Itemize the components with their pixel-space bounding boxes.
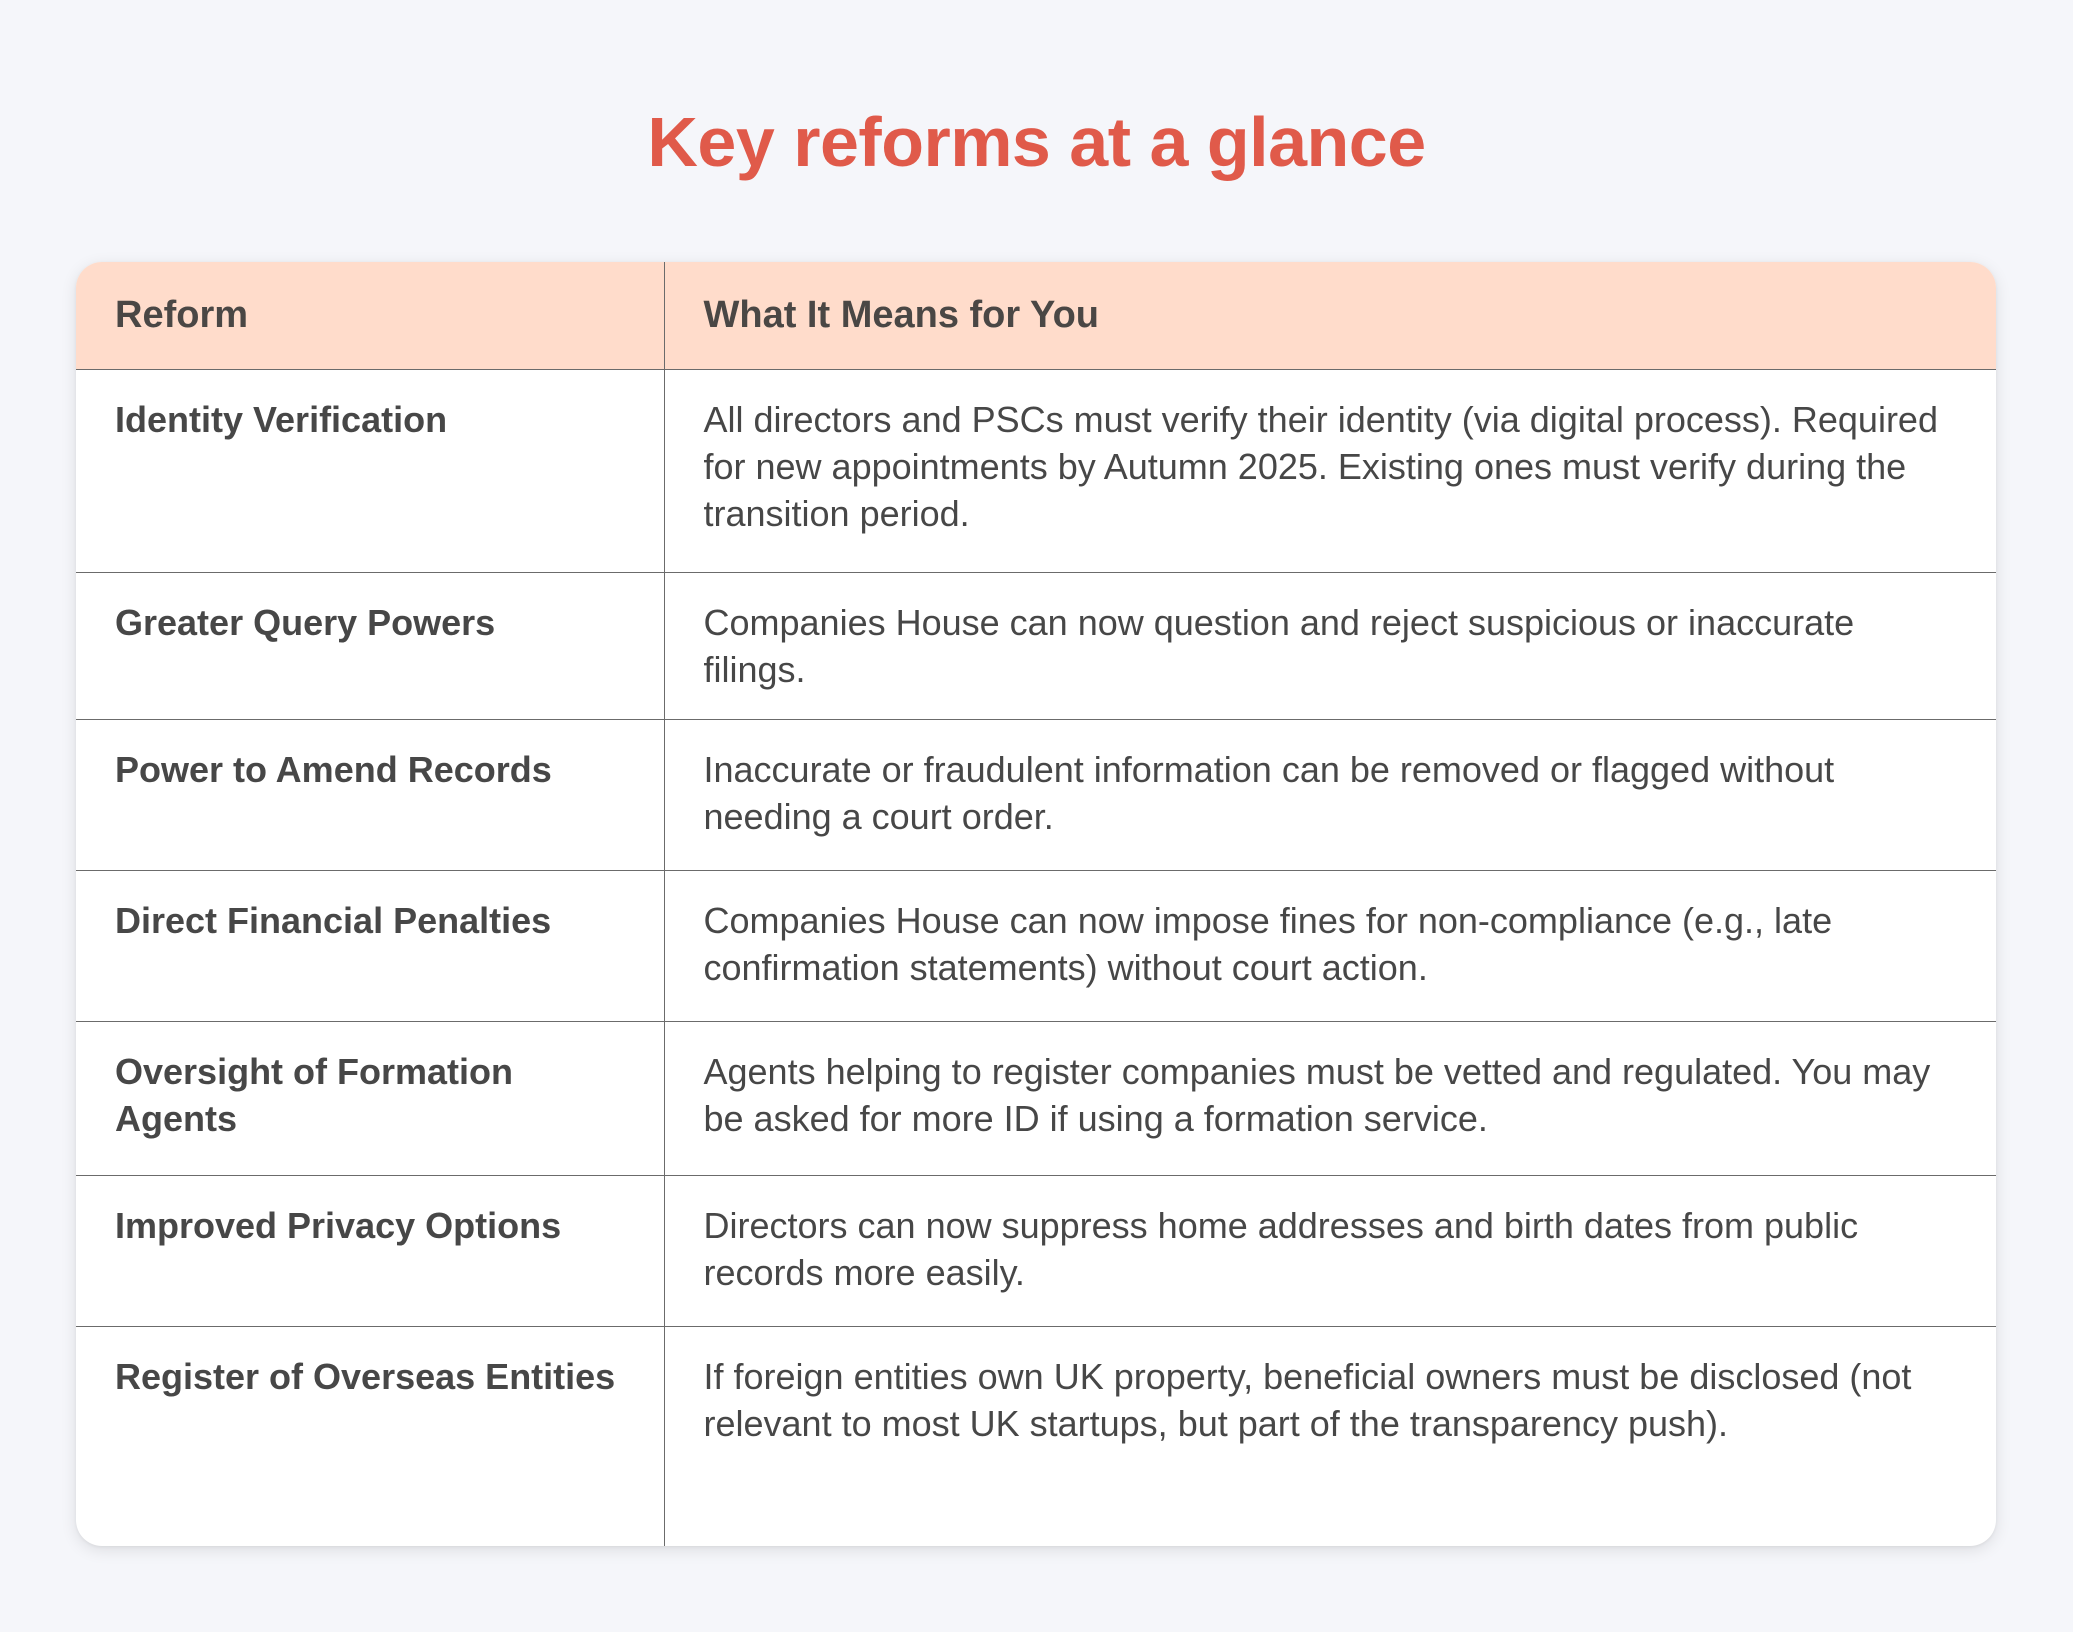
table-header-row — [76, 262, 1996, 369]
reform-name-cell: Power to Amend Records — [76, 719, 664, 870]
reform-name-cell: Oversight of Formation Agents — [76, 1021, 664, 1175]
table-row — [76, 719, 1996, 870]
reform-meaning-cell: All directors and PSCs must verify their identity (via digital process). Required for new appointments by Autumn 2025. Existing ones must verify during the transition period. — [664, 369, 1996, 572]
reform-meaning-cell: Directors can now suppress home addresses and birth dates from public records more easily. — [664, 1175, 1996, 1326]
reform-name-cell: Direct Financial Penalties — [76, 870, 664, 1021]
reform-meaning-cell: Agents helping to register companies must be vetted and regulated. You may be asked for more ID if using a formation service. — [664, 1021, 1996, 1175]
reform-name-cell: Register of Overseas Entities — [76, 1326, 664, 1546]
reform-name-cell: Improved Privacy Options — [76, 1175, 664, 1326]
reform-name-cell: Greater Query Powers — [76, 572, 664, 719]
reform-meaning-cell: If foreign entities own UK property, beneficial owners must be disclosed (not relevant to most UK startups, but part of the transparency push). — [703, 1355, 1912, 1444]
reform-name-cell: Identity Verification — [76, 369, 664, 572]
table-row — [76, 1175, 1996, 1326]
column-header-meaning: What It Means for You — [664, 262, 1996, 369]
page-title: Key reforms at a glance — [647, 103, 1426, 181]
table-row — [76, 369, 1996, 572]
table-row — [76, 870, 1996, 1021]
reform-meaning-cell: Companies House can now impose fines for non-compliance (e.g., late confirmation statements) without court action. — [664, 870, 1996, 1021]
reform-meaning-cell: Companies House can now question and reject suspicious or inaccurate filings. — [664, 572, 1996, 719]
reforms-table-card — [76, 262, 1996, 1546]
reforms-table — [76, 262, 1996, 1546]
table-row — [76, 1326, 1996, 1546]
reform-meaning-cell: Inaccurate or fraudulent information can be removed or flagged without needing a court order. — [664, 719, 1996, 870]
column-header-reform: Reform — [76, 262, 664, 369]
table-row — [76, 1021, 1996, 1175]
table-row — [76, 572, 1996, 719]
